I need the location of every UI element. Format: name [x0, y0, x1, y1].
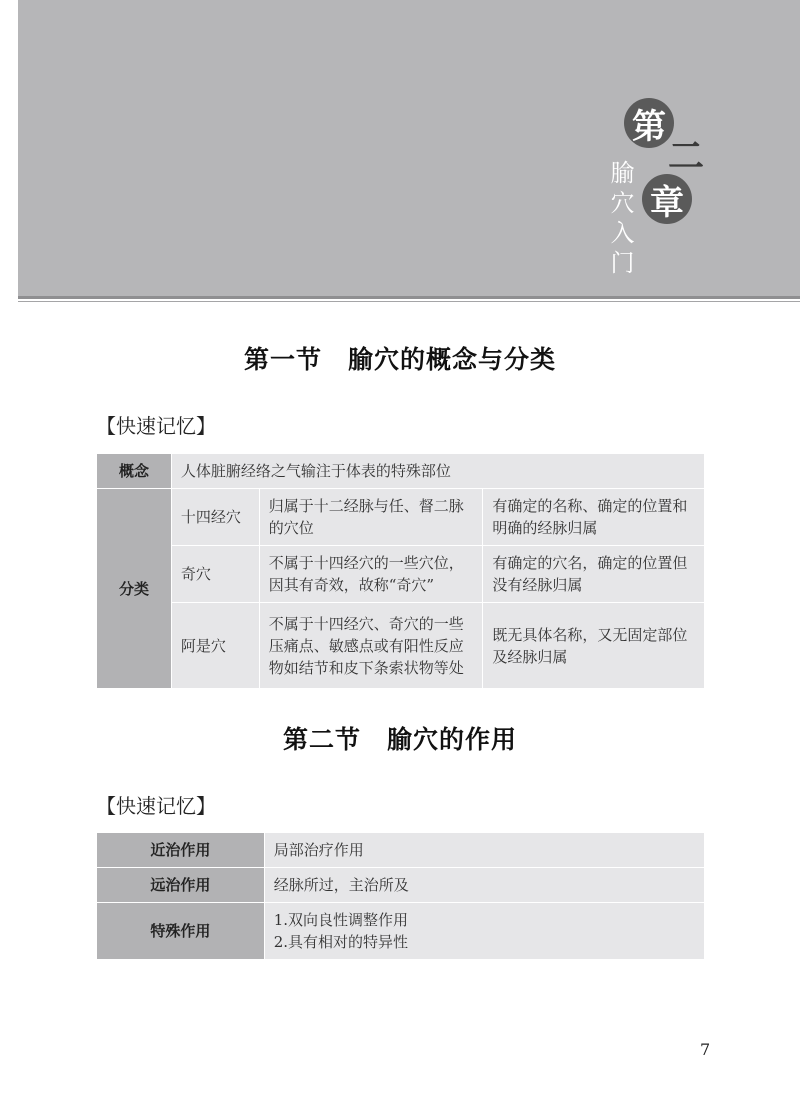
table-row [97, 454, 705, 489]
function-line: 1.双向良性调整作用 [273, 911, 409, 929]
section-title: 第一节 腧穴的概念与分类 [243, 345, 556, 374]
chapter-heading [600, 84, 800, 284]
row-header: 分类 [97, 489, 172, 689]
table-row [97, 603, 705, 689]
table-cell: 经脉所过，主治所及 [264, 868, 704, 903]
table-cell: 有确定的穴名，确定的位置但没有经脉归属 [483, 546, 705, 603]
chapter-subtitle: 腧穴入门 [606, 160, 634, 280]
table-row [97, 903, 705, 960]
table-cell: 阿是穴 [171, 603, 259, 689]
quick-memory-label: 【快速记忆】 [96, 414, 216, 438]
chapter-char-di: 第 [632, 106, 666, 147]
table-cell: 有确定的名称、确定的位置和明确的经脉归属 [483, 489, 705, 546]
table-cell [264, 903, 704, 960]
row-header: 概念 [97, 454, 172, 489]
table-cell: 十四经穴 [171, 489, 259, 546]
function-line: 2.具有相对的特异性 [273, 933, 409, 951]
chapter-char-circle [642, 174, 692, 224]
table-row [97, 546, 705, 603]
row-header: 近治作用 [97, 833, 265, 868]
table-cell: 局部治疗作用 [264, 833, 704, 868]
table-cell: 不属于十四经穴的一些穴位，因其有奇效，故称“奇穴” [259, 546, 483, 603]
chapter-char-zhang: 章 [650, 182, 684, 223]
table-cell: 归属于十二经脉与任、督二脉的穴位 [259, 489, 483, 546]
header-divider [18, 296, 800, 299]
table-row [97, 868, 705, 903]
quick-memory-label: 【快速记忆】 [96, 794, 216, 818]
classification-table [96, 453, 705, 689]
table-cell: 不属于十四经穴、奇穴的一些压痛点、敏感点或有阳性反应物如结节和皮下条索状物等处 [259, 603, 483, 689]
table-row [97, 833, 705, 868]
functions-table [96, 832, 705, 960]
table-cell: 奇穴 [171, 546, 259, 603]
table-cell: 既无具体名称，又无固定部位及经脉归属 [483, 603, 705, 689]
row-header: 远治作用 [97, 868, 265, 903]
page-number: 7 [700, 1040, 711, 1059]
table-row [97, 489, 705, 546]
table-cell: 人体脏腑经络之气输注于体表的特殊部位 [171, 454, 704, 489]
section-title: 第二节 腧穴的作用 [282, 725, 517, 754]
header-divider-thin [18, 301, 800, 302]
row-header: 特殊作用 [97, 903, 265, 960]
chapter-char-er: 二 [667, 135, 704, 177]
